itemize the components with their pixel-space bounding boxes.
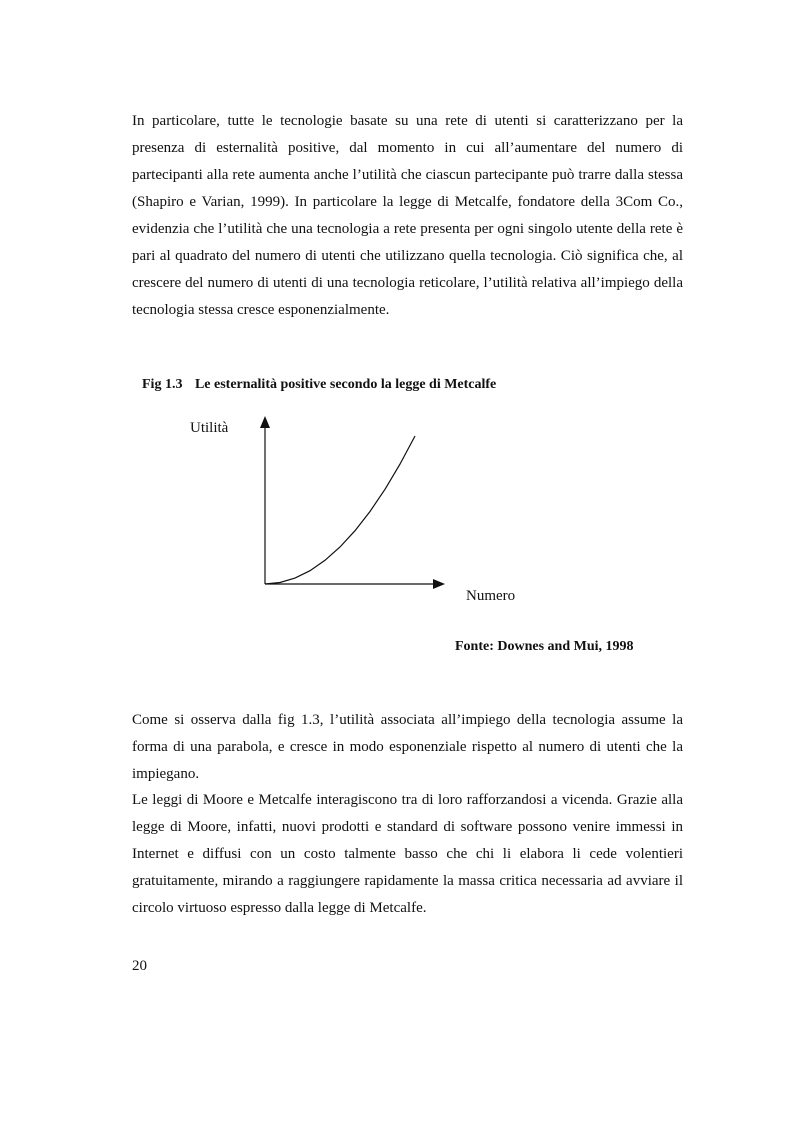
- figure-source: Fonte: Downes and Mui, 1998: [455, 639, 634, 654]
- x-axis-arrow: [433, 579, 445, 589]
- utility-curve: [265, 436, 415, 584]
- page-number: 20: [132, 958, 147, 974]
- figure-number: Fig 1.3: [142, 377, 183, 392]
- body-paragraph-3: Le leggi di Moore e Metcalfe interagiscono tra di loro rafforzandosi a vicenda. Grazie alla legge di Moore, infatti, nuovi prodotti e standard di software possono venire immessi in Internet e diffusi con un costo talmente basso che chi li elabora li cede volentieri gratuitamente, mirando a raggiungere rapidamente la massa critica necessaria ad avviare il circolo virtuoso espresso dalla legge di Metcalfe.: [132, 792, 683, 916]
- body-paragraph-1: In particolare, tutte le tecnologie basate su una rete di utenti si caratterizzano per la presenza di esternalità positive, dal momento in cui all’aumentare del numero di partecipanti alla rete aumenta anche l’utilità che ciascun partecipante può trarre dalla stessa (Shapiro e Varian, 1999). In particolare la legge di Metcalfe, fondatore della 3Com Co., evidenzia che l’utilità che una tecnologia a rete presenta per ogni singolo utente della rete è pari al quadrato del numero di utenti che utilizzano quella tecnologia. Ciò significa che, al crescere del numero di utenti di una tecnologia reticolare, l’utilità relativa all’impiego della tecnologia stessa cresce esponenzialmente.: [132, 113, 683, 318]
- x-axis-label: Numero: [466, 588, 516, 604]
- body-paragraph-2: Come si osserva dalla fig 1.3, l’utilità associata all’impiego della tecnologia assume la forma di una parabola, e cresce in modo esponenziale rispetto al numero di utenti che la impiegano.: [132, 712, 683, 782]
- y-axis-label: Utilità: [190, 420, 229, 436]
- y-axis-arrow: [260, 416, 270, 428]
- figure-title: Le esternalità positive secondo la legge di Metcalfe: [194, 377, 497, 392]
